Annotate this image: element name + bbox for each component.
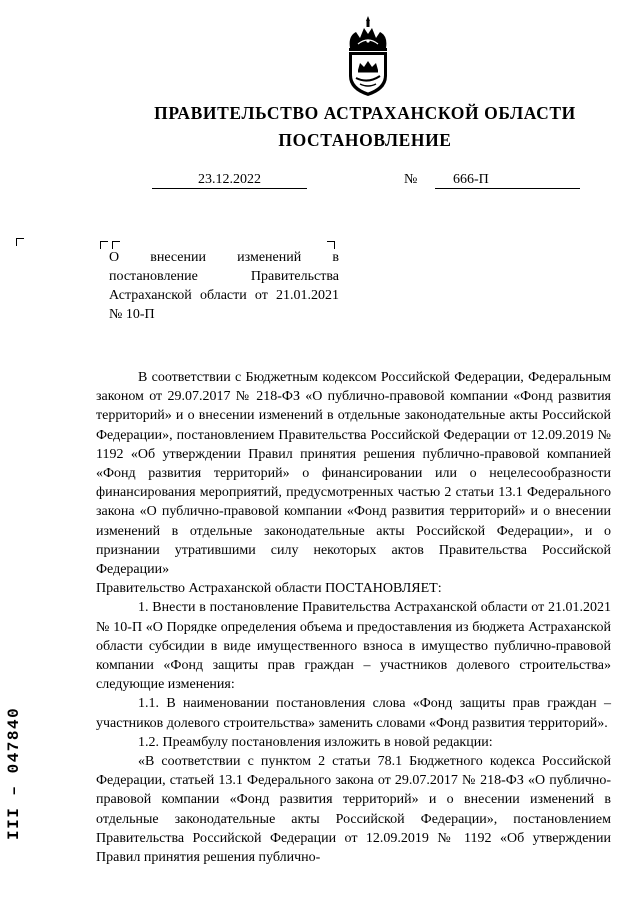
- new-preamble-text: «В соответствии с пунктом 2 статьи 78.1 Бюджетного кодекса Российской Федерации, статьей 13.1 Федерального закона от 29.07.2017 № 218-ФЗ «О публично-правовой компании «Фонд развития территорий» и о внесении изменений в отдельные законодательные акты Российской Федерации», постановлением Правительства Российской Федерации от 12.09.2019 № 1192 «Об утверждении Правил принятия решения публично-: [96, 754, 611, 866]
- document-number: 666-П: [435, 172, 580, 189]
- clause-1-1: 1.1. В наименовании постановления слова «Фонд защиты прав граждан – участников долевого строительства» заменить словами «Фонд развития территорий».: [96, 696, 611, 731]
- organization-title: ПРАВИТЕЛЬСТВО АСТРАХАНСКОЙ ОБЛАСТИ: [154, 103, 576, 123]
- margin-corner-mark: [16, 238, 24, 246]
- clause-1-2: 1.2. Преамбулу постановления изложить в новой редакции:: [138, 734, 493, 750]
- document-date: 23.12.2022: [152, 172, 307, 189]
- document-subject: О внесении изменений в постановление Правительства Астраханской области от 21.01.2021 № 10-П: [109, 250, 339, 322]
- clause-1: 1. Внести в постановление Правительства Астраханской области от 21.01.2021 № 10-П «О Порядке определения объема и предоставления из бюджета Астраханской области субсидии в виде имущественного взноса в имущество публично-правовой компании «Фонд защиты прав граждан – участников долевого строительства» следующие изменения:: [96, 600, 611, 693]
- resolution-statement: Правительство Астраханской области ПОСТАНОВЛЯЕТ:: [96, 581, 442, 597]
- preamble-paragraph: В соответствии с Бюджетным кодексом Российской Федерации, Федеральным законом от 29.07.2017 № 218-ФЗ «О публично-правовой компании «Фонд развития территорий» и о внесении изменений в отдельные законодательные акты Российской Федерации», постановлением Правительства Российской Федерации от 12.09.2019 № 1192 «Об утверждении Правил принятия решения публично-правовой компанией «Фонд развития территорий» о финансировании или о нецелесообразности финансирования мероприятий, предусмотренных частью 2 статьи 13.1 Федерального закона «О публично-правовой компании «Фонд развития территорий» и о внесении изменений в отдельные законодательные акты Российской Федерации», и о признании утратившими силу некоторых актов Правительства Российской Федерации»: [96, 370, 611, 578]
- side-registration-stamp: III – 047840: [5, 706, 23, 840]
- number-sign: №: [404, 172, 418, 187]
- document-body: [96, 368, 611, 867]
- document-type-title: ПОСТАНОВЛЕНИЕ: [278, 130, 452, 150]
- subject-corner-mark-left: [100, 241, 108, 249]
- astrakhan-coat-of-arms-icon: [340, 14, 396, 98]
